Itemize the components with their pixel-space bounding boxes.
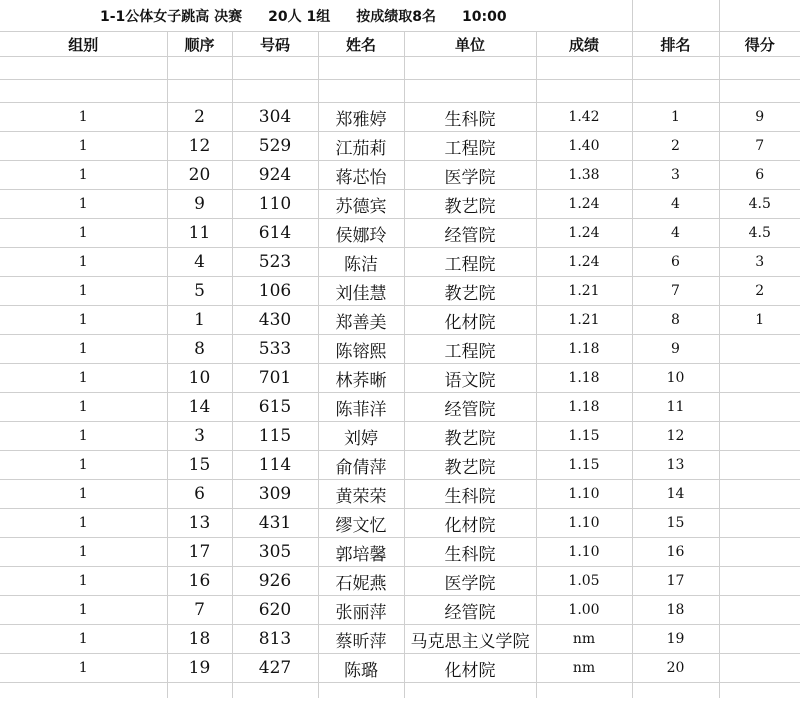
cell-result: 1.24 <box>536 219 632 248</box>
cell-group: 1 <box>0 190 167 219</box>
cell-unit: 马克思主义学院 <box>404 625 536 654</box>
cell-number: 309 <box>232 480 318 509</box>
cell-unit: 化材院 <box>404 306 536 335</box>
header-row <box>0 32 800 57</box>
cell-name: 郑雅婷 <box>318 103 404 132</box>
cell-score <box>719 509 800 538</box>
table-row <box>0 480 800 509</box>
cell-name: 刘佳慧 <box>318 277 404 306</box>
cell-result: 1.24 <box>536 248 632 277</box>
cell-rank: 1 <box>632 103 719 132</box>
cell-unit: 教艺院 <box>404 422 536 451</box>
cell-number: 813 <box>232 625 318 654</box>
cell-rank: 19 <box>632 625 719 654</box>
cell-unit: 工程院 <box>404 335 536 364</box>
cell-score <box>719 393 800 422</box>
table-row <box>0 161 800 190</box>
cell-score <box>719 335 800 364</box>
cell-group: 1 <box>0 248 167 277</box>
cell-score: 1 <box>719 306 800 335</box>
cell-group: 1 <box>0 625 167 654</box>
cell-score: 4.5 <box>719 190 800 219</box>
cell-group: 1 <box>0 277 167 306</box>
cell-order: 12 <box>167 132 232 161</box>
blank-row <box>0 57 800 80</box>
cell-rank: 12 <box>632 422 719 451</box>
cell-group: 1 <box>0 364 167 393</box>
cell-unit: 工程院 <box>404 132 536 161</box>
cell-number: 305 <box>232 538 318 567</box>
cell-name: 郭培馨 <box>318 538 404 567</box>
cell-score <box>719 654 800 683</box>
cell-result: 1.38 <box>536 161 632 190</box>
cell-rank: 17 <box>632 567 719 596</box>
cell-score: 3 <box>719 248 800 277</box>
cell-number: 115 <box>232 422 318 451</box>
cell-unit: 医学院 <box>404 161 536 190</box>
cell-rank: 20 <box>632 654 719 683</box>
table-row <box>0 567 800 596</box>
cell-score: 4.5 <box>719 219 800 248</box>
cell-unit: 生科院 <box>404 103 536 132</box>
cell-group: 1 <box>0 132 167 161</box>
blank-row <box>0 683 800 699</box>
cell-rank: 7 <box>632 277 719 306</box>
table-row <box>0 654 800 683</box>
cell-order: 18 <box>167 625 232 654</box>
table-row <box>0 596 800 625</box>
cell-unit: 生科院 <box>404 480 536 509</box>
cell-result: 1.00 <box>536 596 632 625</box>
cell-name: 缪文忆 <box>318 509 404 538</box>
header-number: 号码 <box>232 32 318 57</box>
start-time: 10:00 <box>462 8 507 25</box>
cell-result: 1.15 <box>536 451 632 480</box>
cell-group: 1 <box>0 306 167 335</box>
table-row <box>0 277 800 306</box>
header-rank: 排名 <box>632 32 719 57</box>
cell-name: 江茄莉 <box>318 132 404 161</box>
cell-number: 114 <box>232 451 318 480</box>
cell-order: 10 <box>167 364 232 393</box>
cell-result: 1.10 <box>536 480 632 509</box>
cell-order: 8 <box>167 335 232 364</box>
cell-order: 4 <box>167 248 232 277</box>
cell-number: 614 <box>232 219 318 248</box>
cell-rank: 2 <box>632 132 719 161</box>
cell-unit: 教艺院 <box>404 190 536 219</box>
header-name: 姓名 <box>318 32 404 57</box>
header-score: 得分 <box>719 32 800 57</box>
cell-score: 9 <box>719 103 800 132</box>
cell-rank: 4 <box>632 190 719 219</box>
cell-unit: 教艺院 <box>404 277 536 306</box>
cell-group: 1 <box>0 219 167 248</box>
cell-order: 5 <box>167 277 232 306</box>
cell-unit: 经管院 <box>404 596 536 625</box>
header-result: 成绩 <box>536 32 632 57</box>
cell-score: 6 <box>719 161 800 190</box>
table-row <box>0 306 800 335</box>
table-row <box>0 335 800 364</box>
cell-name: 蔡昕萍 <box>318 625 404 654</box>
cell-number: 427 <box>232 654 318 683</box>
cell-rank: 6 <box>632 248 719 277</box>
sheet-title <box>0 0 632 32</box>
cell-number: 431 <box>232 509 318 538</box>
cell-order: 16 <box>167 567 232 596</box>
cell-score <box>719 625 800 654</box>
cell-name: 陈洁 <box>318 248 404 277</box>
table-row <box>0 248 800 277</box>
cell-name: 林荞晰 <box>318 364 404 393</box>
cell-group: 1 <box>0 596 167 625</box>
cell-rank: 18 <box>632 596 719 625</box>
cell-result: 1.10 <box>536 509 632 538</box>
cell-result: 1.42 <box>536 103 632 132</box>
cell-group: 1 <box>0 509 167 538</box>
cell-number: 615 <box>232 393 318 422</box>
cell-rank: 4 <box>632 219 719 248</box>
cell-order: 15 <box>167 451 232 480</box>
cell-score <box>719 422 800 451</box>
cell-number: 529 <box>232 132 318 161</box>
cell-name: 俞倩萍 <box>318 451 404 480</box>
cell-score <box>719 538 800 567</box>
cell-score <box>719 364 800 393</box>
header-group: 组别 <box>0 32 167 57</box>
cell-number: 523 <box>232 248 318 277</box>
cell-order: 3 <box>167 422 232 451</box>
cell-order: 1 <box>167 306 232 335</box>
header-unit: 单位 <box>404 32 536 57</box>
cell-result: 1.40 <box>536 132 632 161</box>
cell-number: 620 <box>232 596 318 625</box>
cell-name: 石妮燕 <box>318 567 404 596</box>
cell-score: 2 <box>719 277 800 306</box>
cell-rank: 10 <box>632 364 719 393</box>
cell-order: 7 <box>167 596 232 625</box>
cell-result: 1.21 <box>536 277 632 306</box>
cell-number: 110 <box>232 190 318 219</box>
cell-unit: 化材院 <box>404 509 536 538</box>
qualification-rule: 按成绩取8名 <box>356 8 437 25</box>
cell-name: 陈菲洋 <box>318 393 404 422</box>
cell-group: 1 <box>0 654 167 683</box>
title-empty-cell <box>632 0 719 32</box>
cell-group: 1 <box>0 538 167 567</box>
cell-result: 1.05 <box>536 567 632 596</box>
cell-name: 陈镕熙 <box>318 335 404 364</box>
cell-rank: 8 <box>632 306 719 335</box>
cell-number: 106 <box>232 277 318 306</box>
cell-number: 430 <box>232 306 318 335</box>
cell-rank: 14 <box>632 480 719 509</box>
cell-number: 533 <box>232 335 318 364</box>
blank-row <box>0 80 800 103</box>
cell-number: 924 <box>232 161 318 190</box>
cell-group: 1 <box>0 567 167 596</box>
cell-name: 刘婷 <box>318 422 404 451</box>
cell-order: 9 <box>167 190 232 219</box>
cell-score <box>719 451 800 480</box>
table-row <box>0 132 800 161</box>
cell-name: 郑善美 <box>318 306 404 335</box>
cell-result: 1.24 <box>536 190 632 219</box>
cell-group: 1 <box>0 480 167 509</box>
cell-unit: 语文院 <box>404 364 536 393</box>
cell-group: 1 <box>0 393 167 422</box>
event-name: 1-1公体女子跳高 决赛 <box>100 8 243 25</box>
cell-name: 侯娜玲 <box>318 219 404 248</box>
cell-unit: 工程院 <box>404 248 536 277</box>
cell-result: 1.18 <box>536 364 632 393</box>
cell-name: 陈璐 <box>318 654 404 683</box>
cell-order: 2 <box>167 103 232 132</box>
cell-result: nm <box>536 625 632 654</box>
cell-order: 19 <box>167 654 232 683</box>
cell-score: 7 <box>719 132 800 161</box>
cell-name: 苏德宾 <box>318 190 404 219</box>
table-row <box>0 103 800 132</box>
cell-number: 926 <box>232 567 318 596</box>
cell-number: 304 <box>232 103 318 132</box>
cell-name: 黄荣荣 <box>318 480 404 509</box>
cell-unit: 教艺院 <box>404 451 536 480</box>
cell-name: 张丽萍 <box>318 596 404 625</box>
cell-result: 1.15 <box>536 422 632 451</box>
cell-unit: 经管院 <box>404 219 536 248</box>
cell-group: 1 <box>0 422 167 451</box>
cell-score <box>719 567 800 596</box>
table-row <box>0 364 800 393</box>
participants-info: 20人 1组 <box>268 8 331 25</box>
cell-unit: 生科院 <box>404 538 536 567</box>
cell-group: 1 <box>0 161 167 190</box>
cell-rank: 13 <box>632 451 719 480</box>
cell-result: nm <box>536 654 632 683</box>
title-empty-cell <box>719 0 800 32</box>
cell-rank: 16 <box>632 538 719 567</box>
table-row <box>0 422 800 451</box>
cell-unit: 医学院 <box>404 567 536 596</box>
cell-rank: 9 <box>632 335 719 364</box>
cell-number: 701 <box>232 364 318 393</box>
table-row <box>0 509 800 538</box>
cell-result: 1.21 <box>536 306 632 335</box>
cell-group: 1 <box>0 451 167 480</box>
cell-result: 1.10 <box>536 538 632 567</box>
cell-order: 17 <box>167 538 232 567</box>
cell-group: 1 <box>0 335 167 364</box>
cell-order: 14 <box>167 393 232 422</box>
title-row <box>0 0 800 32</box>
table-row <box>0 219 800 248</box>
table-row <box>0 625 800 654</box>
cell-order: 6 <box>167 480 232 509</box>
cell-group: 1 <box>0 103 167 132</box>
cell-name: 蒋芯怡 <box>318 161 404 190</box>
cell-result: 1.18 <box>536 335 632 364</box>
cell-result: 1.18 <box>536 393 632 422</box>
table-row <box>0 451 800 480</box>
cell-order: 11 <box>167 219 232 248</box>
table-row <box>0 190 800 219</box>
cell-unit: 化材院 <box>404 654 536 683</box>
cell-order: 20 <box>167 161 232 190</box>
cell-score <box>719 596 800 625</box>
cell-order: 13 <box>167 509 232 538</box>
cell-unit: 经管院 <box>404 393 536 422</box>
table-row <box>0 393 800 422</box>
table-row <box>0 538 800 567</box>
header-order: 顺序 <box>167 32 232 57</box>
cell-rank: 15 <box>632 509 719 538</box>
cell-score <box>719 480 800 509</box>
cell-rank: 3 <box>632 161 719 190</box>
cell-rank: 11 <box>632 393 719 422</box>
